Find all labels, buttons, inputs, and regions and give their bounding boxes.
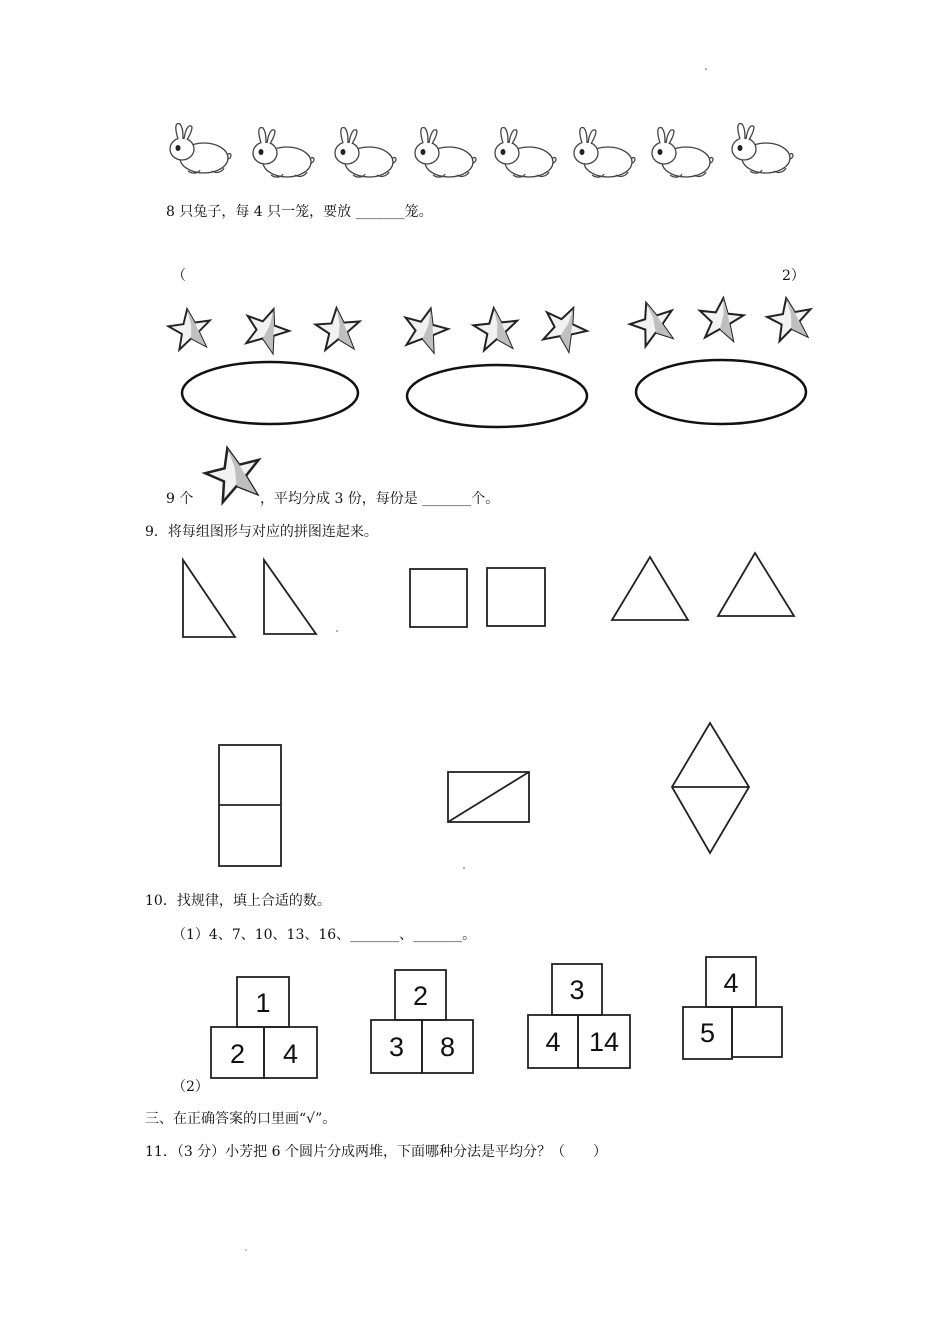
pyramid-4-left: 5 [699,1018,716,1048]
q10-title: 10．找规律，填上合适的数。 [145,893,331,909]
rabbit-image [652,128,713,178]
rabbit-image [415,128,476,178]
star-image [765,295,815,343]
rabbit-group [170,124,793,178]
q8-part2-label: 2） [782,268,805,284]
pyramid-1-right: 4 [282,1039,299,1069]
pyramid-1-left: 2 [229,1039,246,1069]
star-group [166,295,815,356]
section3-title: 三、在正确答案的口里画“√”。 [145,1111,337,1127]
star-image [239,302,294,356]
answer-ellipse-1 [182,362,358,424]
star-image [315,307,362,351]
q9-title: 9．将每组图形与对应的拼图连起来。 [145,524,378,540]
star-image [625,296,680,349]
pyramid-3-top: 3 [569,975,585,1005]
pyramid-3-left: 4 [545,1027,561,1057]
pyramid-4-top: 4 [723,968,739,998]
answer-ellipse-3 [636,360,806,424]
star-image [399,303,452,354]
equilateral-triangle-2 [718,553,794,616]
star-image [472,306,520,351]
rabbit-image [574,128,635,178]
star-inline-icon [201,442,267,505]
star-image [166,306,213,350]
rabbit-image [495,128,556,178]
answer-ellipse-2 [407,365,587,427]
right-triangle-2 [264,560,316,634]
rabbit-image [253,128,314,178]
equilateral-triangle-1 [612,557,688,620]
pyramid-3-right: 14 [588,1027,620,1057]
pyramid-2-left: 3 [388,1032,405,1062]
q9-top-shapes [183,553,794,637]
pyramid-2-top: 2 [412,981,429,1011]
q9-bottom-shapes [219,723,749,866]
star-image [697,296,745,341]
right-triangle-1 [183,560,235,637]
square-1 [410,569,467,627]
pyramid-2-right: 8 [439,1032,456,1062]
q8-part2-text: ，平均分成 3 份，每份是 _______个。 [260,491,500,507]
pyramid-1-top: 1 [255,988,271,1018]
star-image [536,299,593,355]
q8-part1-text: 8 只兔子，每 4 只一笼，要放 _______笼。 [166,204,433,220]
q10-part2-label: （2） [172,1079,209,1095]
two-triangles-diamond-puzzle [672,723,749,853]
q8-part2-open-paren: （ [172,268,186,284]
square-2 [487,568,545,626]
rabbit-image [170,124,231,174]
rabbit-image [732,124,793,174]
q11-text: 11．（3 分）小芳把 6 个圆片分成两堆，下面哪种分法是平均分？（ ） [145,1144,607,1160]
q10-part1: （1）4、7、10、13、16、_______、_______。 [172,927,477,943]
rabbit-image [335,128,396,178]
q8-part2-count: 9 个 [166,491,194,507]
